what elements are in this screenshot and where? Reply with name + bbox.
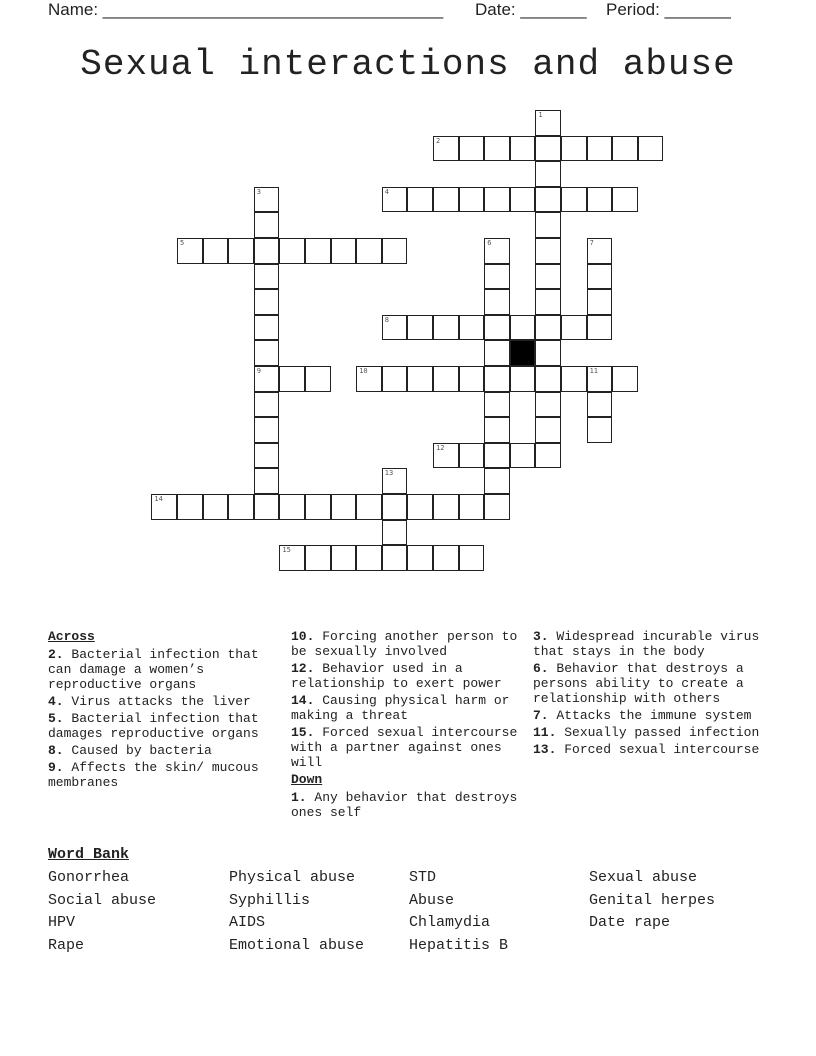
crossword-cell[interactable] — [612, 187, 638, 213]
crossword-cell[interactable] — [587, 417, 613, 443]
crossword-cell[interactable] — [459, 545, 485, 571]
crossword-cell[interactable] — [535, 187, 561, 213]
clue-across-12: 12. Behavior used in a relationship to exert power — [291, 661, 502, 691]
clue-down-7: 7. Attacks the immune system — [533, 708, 752, 723]
crossword-cell[interactable] — [587, 289, 613, 315]
clue-number: 10 — [359, 367, 368, 375]
crossword-cell[interactable] — [305, 238, 331, 264]
crossword-cell[interactable] — [305, 545, 331, 571]
crossword-cell[interactable] — [279, 238, 305, 264]
clue-down-11: 11. Sexually passed infection — [533, 725, 760, 740]
crossword-cell[interactable] — [459, 187, 485, 213]
clue-number: 3 — [256, 187, 262, 196]
crossword-cell[interactable] — [382, 520, 408, 546]
crossword-cell[interactable] — [484, 187, 510, 213]
crossword-cell[interactable] — [535, 289, 561, 315]
crossword-cell[interactable] — [535, 443, 561, 469]
crossword-cell[interactable] — [484, 315, 510, 341]
word-bank-item: Social abuse — [48, 891, 157, 909]
crossword-cell[interactable] — [433, 366, 459, 392]
crossword-cell[interactable] — [510, 315, 536, 341]
crossword-cell[interactable] — [254, 238, 280, 264]
crossword-cell[interactable] — [254, 315, 280, 341]
word-bank-item: HPV — [48, 914, 76, 932]
word-bank-item: Sexual abuse — [589, 869, 698, 886]
crossword-cell[interactable] — [459, 366, 485, 392]
crossword-cell[interactable] — [535, 264, 561, 290]
crossword-cell[interactable] — [151, 494, 177, 520]
crossword-cell[interactable] — [561, 366, 587, 392]
word-bank-item: Date rape — [589, 914, 671, 932]
crossword-cell[interactable] — [535, 136, 561, 162]
crossword-cell[interactable] — [587, 136, 613, 162]
crossword-cell[interactable] — [484, 443, 510, 469]
crossword-cell[interactable] — [433, 545, 459, 571]
crossword-cell[interactable] — [254, 366, 280, 392]
crossword-cell[interactable] — [254, 443, 280, 469]
crossword-cell[interactable] — [331, 545, 357, 571]
clue-number: 13 — [384, 469, 394, 478]
crossword-cell[interactable] — [484, 417, 510, 443]
down-heading: Down — [291, 772, 323, 787]
crossword-cell[interactable] — [254, 417, 280, 443]
crossword-cell[interactable] — [484, 392, 510, 418]
crossword-cell[interactable] — [510, 366, 536, 392]
crossword-cell[interactable] — [407, 494, 433, 520]
word-bank-item: Rape — [48, 937, 85, 955]
word-bank-item: Genital herpes — [589, 891, 716, 909]
crossword-cell[interactable] — [433, 187, 459, 213]
clue-across-14: 14. Causing physical harm or making a threat — [291, 693, 510, 723]
clue-number: 4 — [384, 187, 390, 196]
crossword-cell[interactable] — [177, 238, 203, 264]
crossword-cell[interactable] — [177, 494, 203, 520]
crossword-cell[interactable] — [254, 468, 280, 494]
crossword-cell[interactable] — [279, 545, 305, 571]
crossword-cell[interactable] — [382, 315, 408, 341]
word-bank-heading: Word Bank — [48, 846, 130, 863]
crossword-cell[interactable] — [433, 136, 459, 162]
clue-number: 1 — [538, 111, 543, 119]
name-field[interactable]: Name: ____________________________________ — [48, 0, 444, 19]
crossword-cell[interactable] — [484, 340, 510, 366]
crossword-cell[interactable] — [382, 468, 408, 494]
crossword-cell[interactable] — [305, 494, 331, 520]
crossword-cell[interactable] — [331, 238, 357, 264]
clue-across-15: 15. Forced sexual intercourse with a partner against ones will — [291, 725, 518, 770]
crossword-cell[interactable] — [279, 494, 305, 520]
word-bank-item: STD — [409, 869, 437, 886]
word-bank-item: Gonorrhea — [48, 869, 130, 886]
crossword-cell[interactable] — [331, 494, 357, 520]
crossword-cell[interactable] — [535, 110, 561, 136]
crossword-cell[interactable] — [459, 494, 485, 520]
crossword-cell[interactable] — [254, 187, 280, 213]
crossword-cell[interactable] — [484, 468, 510, 494]
clue-down-1: 1. Any behavior that destroys ones self — [291, 790, 518, 820]
clue-column-3 — [533, 629, 765, 759]
crossword-cell[interactable] — [407, 315, 433, 341]
crossword-cell[interactable] — [203, 494, 229, 520]
crossword-cell[interactable] — [535, 392, 561, 418]
crossword-cell[interactable] — [228, 238, 254, 264]
crossword-cell[interactable] — [279, 366, 305, 392]
crossword-cell[interactable] — [535, 212, 561, 238]
crossword-cell[interactable] — [535, 366, 561, 392]
crossword-cell[interactable] — [433, 315, 459, 341]
clue-number: 9 — [256, 367, 262, 375]
page-title: Sexual interactions and abuse — [80, 44, 736, 85]
clue-across-9: 9. Affects the skin/ mucous membranes — [48, 760, 259, 790]
clue-number: 12 — [436, 443, 445, 452]
clue-across-4: 4. Virus attacks the liver — [48, 694, 251, 709]
crossword-cell[interactable] — [484, 366, 510, 392]
crossword-cell[interactable] — [535, 340, 561, 366]
crossword-cell[interactable] — [254, 212, 280, 238]
crossword-cell[interactable] — [382, 238, 408, 264]
clue-number: 7 — [589, 239, 594, 247]
crossword-cell[interactable] — [587, 238, 613, 264]
crossword-cell[interactable] — [484, 289, 510, 315]
word-bank-item: Hepatitis B — [409, 937, 509, 955]
crossword-cell[interactable] — [459, 443, 485, 469]
crossword-cell[interactable] — [407, 545, 433, 571]
crossword-cell[interactable] — [254, 264, 280, 290]
crossword-cell[interactable] — [587, 315, 613, 341]
word-bank-item: Physical abuse — [229, 869, 356, 886]
crossword-cell[interactable] — [561, 315, 587, 341]
crossword-cell[interactable] — [484, 238, 510, 264]
crossword-cell[interactable] — [254, 289, 280, 315]
crossword-cell[interactable] — [356, 494, 382, 520]
word-bank-item: Chlamydia — [409, 914, 491, 932]
clue-column-2 — [291, 629, 523, 822]
clue-across-5: 5. Bacterial infection that damages reproductive organs — [48, 711, 259, 741]
crossword-cell[interactable] — [612, 366, 638, 392]
crossword-cell[interactable] — [433, 443, 459, 469]
date-field[interactable]: Date: _______ — [475, 0, 587, 19]
period-field[interactable]: Period: _______ — [606, 0, 731, 19]
crossword-cell[interactable] — [561, 187, 587, 213]
crossword-cell[interactable] — [587, 264, 613, 290]
crossword-cell[interactable] — [203, 238, 229, 264]
crossword-cell[interactable] — [484, 494, 510, 520]
crossword-cell[interactable] — [407, 187, 433, 213]
clue-down-6: 6. Behavior that destroys a persons ability to create a relationship with others — [533, 661, 744, 706]
crossword-cell[interactable] — [535, 417, 561, 443]
crossword-black-cell — [510, 340, 536, 366]
clue-across-8: 8. Caused by bacteria — [48, 743, 212, 758]
clue-number: 2 — [436, 136, 441, 145]
clue-across-2: 2. Bacterial infection that can damage a women’s reproductive organs — [48, 647, 259, 692]
word-bank-item: AIDS — [229, 914, 266, 932]
crossword-cell[interactable] — [612, 136, 638, 162]
clue-number: 8 — [384, 315, 390, 324]
across-heading: Across — [48, 629, 95, 644]
crossword-cell[interactable] — [382, 545, 408, 571]
clue-number: 15 — [282, 546, 291, 555]
crossword-cell[interactable] — [459, 315, 485, 341]
crossword-cell[interactable] — [638, 136, 664, 162]
clue-number: 14 — [154, 495, 163, 503]
crossword-cell[interactable] — [254, 494, 280, 520]
crossword-cell[interactable] — [356, 366, 382, 392]
crossword-cell[interactable] — [228, 494, 254, 520]
word-bank-item: Syphillis — [229, 891, 311, 909]
crossword-cell[interactable] — [561, 136, 587, 162]
crossword-cell[interactable] — [535, 238, 561, 264]
crossword-cell[interactable] — [484, 264, 510, 290]
crossword-cell[interactable] — [356, 545, 382, 571]
crossword-cell[interactable] — [254, 340, 280, 366]
crossword-cell[interactable] — [510, 443, 536, 469]
clue-down-13: 13. Forced sexual intercourse — [533, 742, 760, 757]
clue-across-10: 10. Forcing another person to be sexually involved — [291, 629, 518, 659]
crossword-cell[interactable] — [459, 136, 485, 162]
crossword-cell[interactable] — [305, 366, 331, 392]
crossword-cell[interactable] — [382, 366, 408, 392]
crossword-cell[interactable] — [356, 238, 382, 264]
crossword-cell[interactable] — [535, 315, 561, 341]
crossword-cell[interactable] — [510, 187, 536, 213]
crossword-cell[interactable] — [587, 187, 613, 213]
crossword-cell[interactable] — [407, 366, 433, 392]
clue-down-3: 3. Widespread incurable virus that stays in the body — [533, 629, 760, 659]
crossword-cell[interactable] — [535, 161, 561, 187]
crossword-cell[interactable] — [254, 392, 280, 418]
crossword-cell[interactable] — [510, 136, 536, 162]
crossword-cell[interactable] — [382, 494, 408, 520]
clue-number: 11 — [589, 367, 599, 375]
clue-column-1 — [48, 629, 280, 792]
clue-number: 6 — [487, 239, 492, 247]
crossword-cell[interactable] — [587, 366, 613, 392]
crossword-cell[interactable] — [484, 136, 510, 162]
crossword-cell[interactable] — [433, 494, 459, 520]
crossword-cell[interactable] — [587, 392, 613, 418]
word-bank-item: Emotional abuse — [229, 937, 365, 955]
crossword-cell[interactable] — [382, 187, 408, 213]
word-bank-item: Abuse — [409, 891, 455, 909]
clue-number: 5 — [180, 239, 185, 247]
